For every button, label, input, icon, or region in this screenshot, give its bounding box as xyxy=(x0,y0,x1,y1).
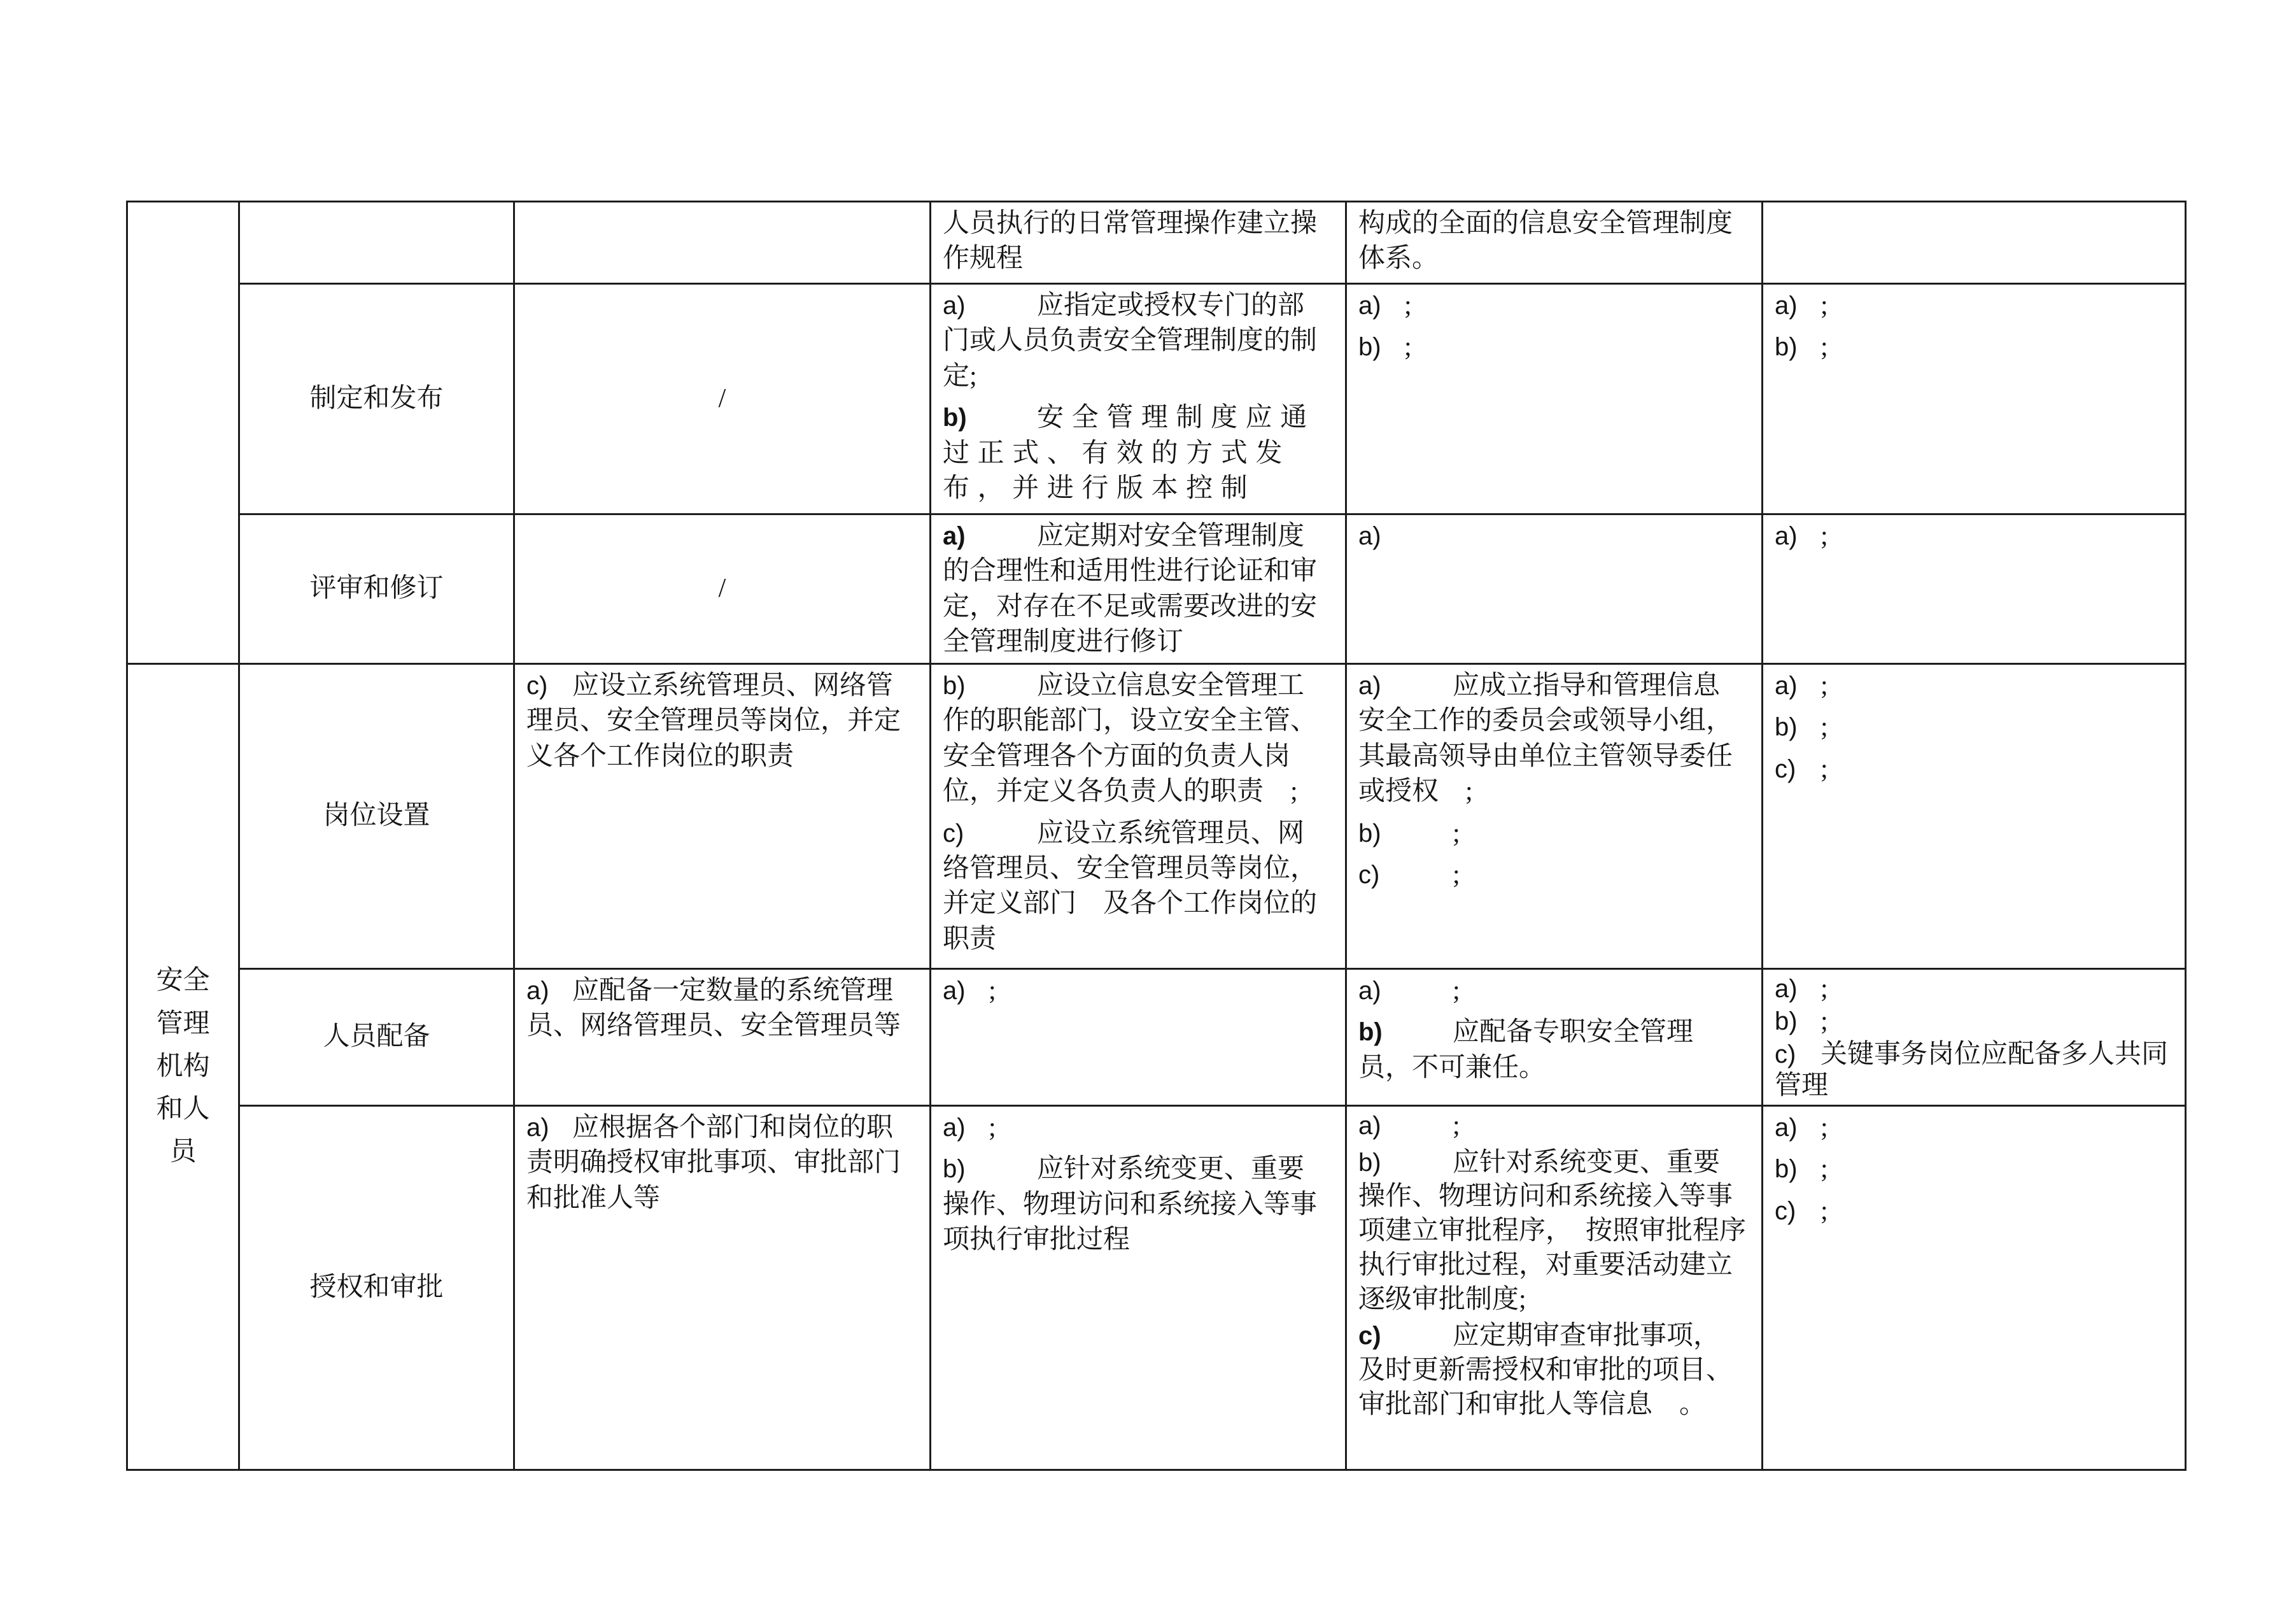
item-text: 应设立信息安全管理工作的职能部门，设立安全主管、安全管理各个方面的负责人岗位，并定义各负责人的职责 ; xyxy=(943,670,1318,807)
item-text: ; xyxy=(1404,291,1412,320)
item-text: ; xyxy=(1821,1007,1828,1037)
item-label: b) xyxy=(1775,333,1798,362)
item-label: b) xyxy=(943,404,967,432)
item-label: b) xyxy=(1358,1018,1383,1047)
requirement-item xyxy=(1358,1146,1746,1317)
level3-cell xyxy=(1346,968,1763,1105)
requirement-item xyxy=(1358,330,1746,365)
item-text: 应针对系统变更、重要操作、物理访问和系统接入等事项执行审批过程 xyxy=(943,1154,1318,1255)
requirement-item xyxy=(943,519,1330,660)
requirement-item xyxy=(1775,1194,2169,1229)
category-cell xyxy=(127,663,239,1470)
requirement-item xyxy=(1358,1109,1746,1144)
level4-cell xyxy=(1763,202,2186,284)
item-text: 安全管理制度应通过正式、有效的方式发布，并进行版本控制 xyxy=(943,403,1315,504)
requirement-item xyxy=(1775,1039,2169,1102)
level1-cell xyxy=(514,1105,931,1470)
item-text: 应定期对安全管理制度的合理性和适用性进行论证和审定，对存在不足或需要改进的安全管理制度进行修订 xyxy=(943,521,1318,657)
item-label: b) xyxy=(1358,333,1381,362)
requirement-item xyxy=(943,1152,1330,1258)
item-label: a) xyxy=(1775,1113,1798,1142)
level1-cell xyxy=(514,514,931,664)
item-text: ; xyxy=(1453,975,1460,1005)
requirement-item xyxy=(1775,519,2169,554)
level1-cell xyxy=(514,663,931,968)
item-label: a) xyxy=(1358,292,1381,320)
requirement-item xyxy=(1775,330,2169,365)
item-text: ; xyxy=(989,975,996,1005)
level3-cell xyxy=(1346,202,1763,284)
requirement-item xyxy=(1775,1152,2169,1187)
item-label: a) xyxy=(1775,292,1798,320)
requirement-item xyxy=(1775,710,2169,745)
item-label: a) xyxy=(1358,1111,1381,1140)
item-text: ; xyxy=(1821,1112,1828,1142)
control-point-cell xyxy=(239,1105,514,1470)
level2-cell xyxy=(931,1105,1346,1470)
level1-cell xyxy=(514,284,931,514)
item-text: ; xyxy=(1821,521,1828,551)
item-label: c) xyxy=(1775,755,1796,783)
level3-cell xyxy=(1346,284,1763,514)
item-text: 人员执行的日常管理操作建立操作规程 xyxy=(943,209,1318,274)
slash-mark: / xyxy=(718,574,726,604)
requirement-item xyxy=(1775,1110,2169,1145)
requirement-item xyxy=(1775,1006,2169,1038)
level4-cell xyxy=(1763,663,2186,968)
item-text: 应指定或授权专门的部门或人员负责安全管理制度的制定; xyxy=(943,291,1318,391)
item-text: ; xyxy=(1821,670,1828,700)
level3-cell xyxy=(1346,514,1763,664)
item-text: ; xyxy=(1453,860,1460,889)
table-row xyxy=(127,1105,2186,1470)
level1-cell xyxy=(514,968,931,1105)
control-point-label: 岗位设置 xyxy=(323,801,430,831)
requirement-item xyxy=(1775,669,2169,704)
item-label: c) xyxy=(1358,1322,1381,1350)
item-label: b) xyxy=(1358,1148,1381,1177)
requirement-item xyxy=(943,669,1330,810)
control-point-cell xyxy=(239,968,514,1105)
item-text: 构成的全面的信息安全管理制度体系。 xyxy=(1358,209,1733,274)
item-label: a) xyxy=(1358,522,1381,550)
requirement-item xyxy=(1358,669,1746,810)
item-label: b) xyxy=(1358,819,1381,847)
item-text: 关键事务岗位应配备多人共同管理 xyxy=(1775,1039,2169,1101)
item-text: 应设立系统管理员、网络管理员、安全管理员等岗位，并定义部门 及各个工作岗位的职责 xyxy=(943,818,1318,954)
item-text: ; xyxy=(1821,291,1828,320)
item-label: a) xyxy=(943,1113,966,1142)
control-point-cell xyxy=(239,202,514,284)
level2-cell xyxy=(931,284,1346,514)
item-text: ; xyxy=(1821,1154,1828,1184)
item-text: 应配备一定数量的系统管理员、网络管理员、安全管理员等 xyxy=(526,975,901,1041)
item-text: ; xyxy=(1821,332,1828,362)
item-text: 应定期审查审批事项，及时更新需授权和审批的项目、审批部门和审批人等信息 。 xyxy=(1358,1321,1733,1419)
item-label: a) xyxy=(943,522,966,550)
control-point-label: 授权和审批 xyxy=(309,1272,444,1302)
item-label: a) xyxy=(526,976,549,1005)
requirement-item xyxy=(1358,206,1746,277)
table-row xyxy=(127,968,2186,1105)
table-row xyxy=(127,663,2186,968)
control-point-label: 人员配备 xyxy=(323,1022,430,1052)
item-text: ; xyxy=(1821,974,1828,1003)
requirement-item xyxy=(1358,1319,1746,1422)
level2-cell xyxy=(931,514,1346,664)
table-row xyxy=(127,284,2186,514)
slash-mark: / xyxy=(718,383,726,413)
requirement-item xyxy=(526,1110,914,1216)
level4-cell xyxy=(1763,514,2186,664)
item-label: a) xyxy=(1358,976,1381,1005)
item-text: ; xyxy=(1453,1110,1460,1140)
requirement-item xyxy=(943,400,1330,506)
requirement-item xyxy=(1358,519,1746,554)
item-text: ; xyxy=(1404,332,1412,362)
requirement-item xyxy=(1358,288,1746,323)
item-label: a) xyxy=(943,976,966,1005)
control-point-cell xyxy=(239,514,514,664)
item-text: ; xyxy=(1821,712,1828,742)
item-text: ; xyxy=(1821,754,1828,784)
requirement-item xyxy=(526,669,914,774)
item-label: b) xyxy=(943,1155,966,1184)
requirement-item xyxy=(943,288,1330,394)
level2-cell xyxy=(931,202,1346,284)
control-point-cell xyxy=(239,284,514,514)
item-label: c) xyxy=(1775,1196,1796,1225)
item-label: a) xyxy=(1358,671,1381,700)
item-label: b) xyxy=(1775,713,1798,742)
item-text: 应配备专职安全管理员，不可兼任。 xyxy=(1358,1017,1694,1082)
requirement-item xyxy=(1775,752,2169,787)
item-label: a) xyxy=(1775,671,1798,700)
item-text: ; xyxy=(989,1112,996,1142)
level2-cell xyxy=(931,663,1346,968)
requirement-item xyxy=(943,206,1330,277)
item-text: 应设立系统管理员、网络管理员、安全管理员等岗位，并定义各个工作岗位的职责 xyxy=(526,670,901,771)
item-text: 应针对系统变更、重要操作、物理访问和系统接入等事项建立审批程序， 按照审批程序执行审批过程，对重要活动建立逐级审批制度; xyxy=(1358,1147,1747,1314)
item-label: b) xyxy=(1775,1155,1798,1184)
table-row xyxy=(127,514,2186,664)
item-label: c) xyxy=(943,819,964,847)
item-label: b) xyxy=(943,671,966,700)
requirement-item xyxy=(1358,1015,1746,1086)
control-point-label: 评审和修订 xyxy=(309,574,444,604)
level4-cell xyxy=(1763,284,2186,514)
level4-cell xyxy=(1763,968,2186,1105)
item-text: ; xyxy=(1453,818,1460,848)
item-label: c) xyxy=(1358,860,1380,889)
requirement-item xyxy=(943,816,1330,958)
security-requirements-table xyxy=(126,201,2187,1471)
item-text: ; xyxy=(1821,1196,1828,1226)
category-cell-empty xyxy=(127,202,239,664)
item-label: a) xyxy=(943,292,966,320)
document-sheet xyxy=(126,201,2187,1471)
item-text: 应根据各个部门和岗位的职责明确授权审批事项、审批部门和批准人等 xyxy=(526,1112,901,1213)
requirement-item xyxy=(1775,288,2169,323)
requirement-item xyxy=(1358,974,1746,1009)
item-label: b) xyxy=(1775,1007,1798,1036)
item-label: a) xyxy=(1775,974,1798,1003)
requirement-item xyxy=(1358,816,1746,851)
requirement-item xyxy=(1358,858,1746,893)
item-label: a) xyxy=(1775,522,1798,550)
level3-cell xyxy=(1346,1105,1763,1470)
item-text: 应成立指导和管理信息安全工作的委员会或领导小组，其最高领导由单位主管领导委任或授权 ; xyxy=(1358,670,1733,807)
requirement-item xyxy=(1775,974,2169,1005)
table-row xyxy=(127,202,2186,284)
level2-cell xyxy=(931,968,1346,1105)
requirement-item xyxy=(943,974,1330,1009)
level1-cell xyxy=(514,202,931,284)
level4-cell xyxy=(1763,1105,2186,1470)
item-label: a) xyxy=(526,1113,549,1142)
item-label: c) xyxy=(526,671,548,700)
control-point-cell xyxy=(239,663,514,968)
item-label: c) xyxy=(1775,1040,1796,1068)
category-label: 安全管理机构和人员 xyxy=(156,966,210,1167)
level3-cell xyxy=(1346,663,1763,968)
requirement-item xyxy=(943,1110,1330,1145)
control-point-label: 制定和发布 xyxy=(309,383,444,413)
requirement-item xyxy=(526,974,914,1044)
